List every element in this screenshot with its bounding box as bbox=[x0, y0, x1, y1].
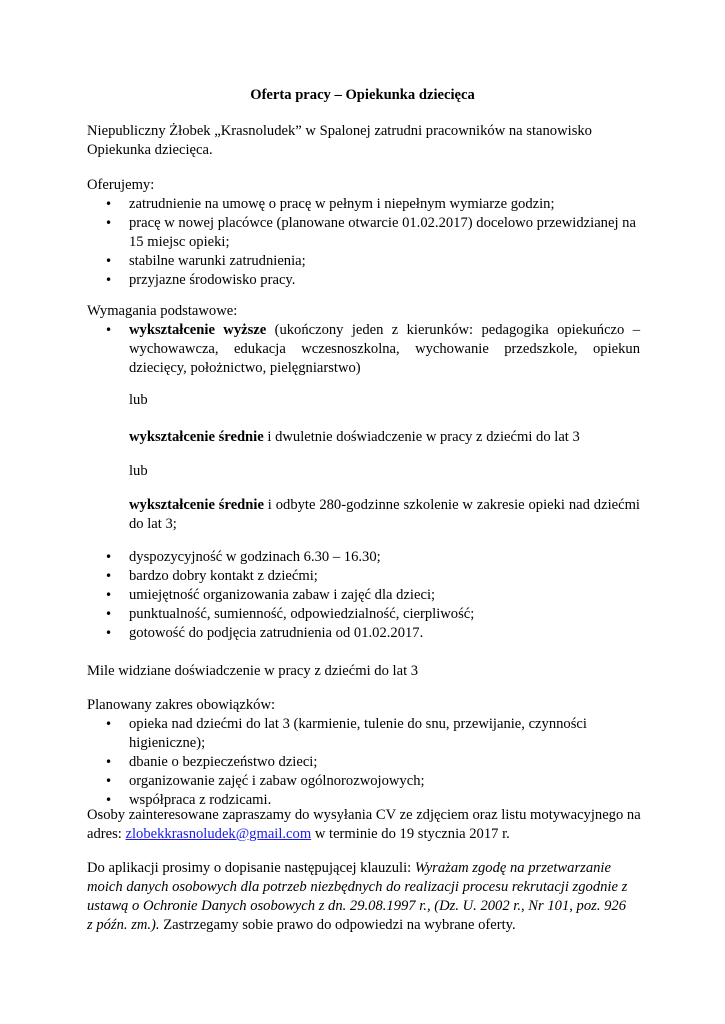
list-item: • współpraca z rodzicami. bbox=[87, 791, 640, 810]
apply-text: Osoby zainteresowane zapraszamy do wysyłania CV ze zdjęciem oraz listu motywacyjnego na adres: bbox=[87, 807, 641, 842]
page-title: Oferta pracy – Opiekunka dziecięca bbox=[250, 87, 475, 103]
list-item: • dbanie o bezpieczeństwo dzieci; bbox=[87, 753, 640, 772]
list-item: • przyjazne środowisko pracy. bbox=[87, 271, 640, 290]
list-item: • punktualność, sumienność, odpowiedzialność, cierpliwość; bbox=[87, 605, 640, 624]
list-item-education bbox=[87, 321, 640, 378]
clause-reservation: Zastrzegamy sobie prawo do odpowiedzi na wybrane oferty. bbox=[159, 917, 516, 933]
apply-deadline: w terminie do 19 stycznia 2017 r. bbox=[311, 826, 510, 842]
or-text: lub bbox=[129, 463, 148, 479]
offer-list bbox=[87, 195, 640, 290]
or-text: lub bbox=[129, 392, 148, 408]
email-link[interactable]: zlobekkrasnoludek@gmail.com bbox=[125, 826, 312, 842]
requirements-list bbox=[87, 548, 640, 643]
edu-mid2-paragraph bbox=[87, 496, 640, 534]
list-item: • organizowanie zajęć i zabaw ogólnorozwojowych; bbox=[87, 772, 640, 791]
list-item: • bardzo dobry kontakt z dziećmi; bbox=[87, 567, 640, 586]
duties-list bbox=[87, 715, 640, 810]
requirements-education-list bbox=[87, 321, 640, 378]
offer-heading: Oferujemy: bbox=[87, 177, 155, 193]
list-item: • gotowość do podjęcia zatrudnienia od 01.02.2017. bbox=[87, 624, 640, 643]
edu-high-bold: wykształcenie wyższe bbox=[129, 322, 267, 338]
list-item: • zatrudnienie na umowę o pracę w pełnym i niepełnym wymiarze godzin; bbox=[87, 195, 640, 214]
list-item: • pracę w nowej placówce (planowane otwarcie 01.02.2017) docelowo przewidzianej na 15 miejsc opieki; bbox=[87, 214, 640, 252]
list-item: • stabilne warunki zatrudnienia; bbox=[87, 252, 640, 271]
clause-intro: Do aplikacji prosimy o dopisanie następującej klauzuli: bbox=[87, 860, 415, 876]
edu-mid1-bold: wykształcenie średnie bbox=[129, 429, 264, 445]
edu-mid2-bold: wykształcenie średnie bbox=[129, 497, 264, 513]
edu-high-rest: (ukończony jeden z kierunków: pedagogika opiekuńczo – wychowawcza, edukacja wczesnoszkolna, wychowanie przedszkole, opiekun dziecięcy, położnictwo, pielęgniarstwo) bbox=[129, 322, 640, 376]
clause-paragraph bbox=[87, 859, 632, 935]
list-item: • dyspozycyjność w godzinach 6.30 – 16.30; bbox=[87, 548, 640, 567]
edu-mid2-rest: i odbyte 280-godzinne szkolenie w zakresie opieki nad dziećmi do lat 3; bbox=[129, 497, 640, 532]
duties-heading: Planowany zakres obowiązków: bbox=[87, 697, 276, 713]
edu-mid1-paragraph bbox=[87, 428, 640, 447]
clause-consent: Wyrażam zgodę na przetwarzanie moich danych osobowych dla potrzeb niezbędnych do realizacji procesu rekrutacji zgodnie z ustawą o Ochronie Danych osobowych z dn. 29.08.1997 r., (Dz. U. 2002 r., Nr 101, poz. 926 z późn. zm.). bbox=[87, 860, 628, 933]
requirements-heading: Wymagania podstawowe: bbox=[87, 303, 238, 319]
edu-mid1-rest: i dwuletnie doświadczenie w pracy z dziećmi do lat 3 bbox=[263, 429, 580, 445]
apply-paragraph bbox=[87, 806, 647, 844]
list-item: • umiejętność organizowania zabaw i zajęć dla dzieci; bbox=[87, 586, 640, 605]
nice-to-have: Mile widziane doświadczenie w pracy z dziećmi do lat 3 bbox=[87, 663, 419, 679]
intro-paragraph: Niepubliczny Żłobek „Krasnoludek” w Spalonej zatrudni pracowników na stanowisko Opiekunka dziecięca. bbox=[87, 123, 592, 158]
list-item: • opieka nad dziećmi do lat 3 (karmienie, tulenie do snu, przewijanie, czynności higieniczne); bbox=[87, 715, 640, 753]
